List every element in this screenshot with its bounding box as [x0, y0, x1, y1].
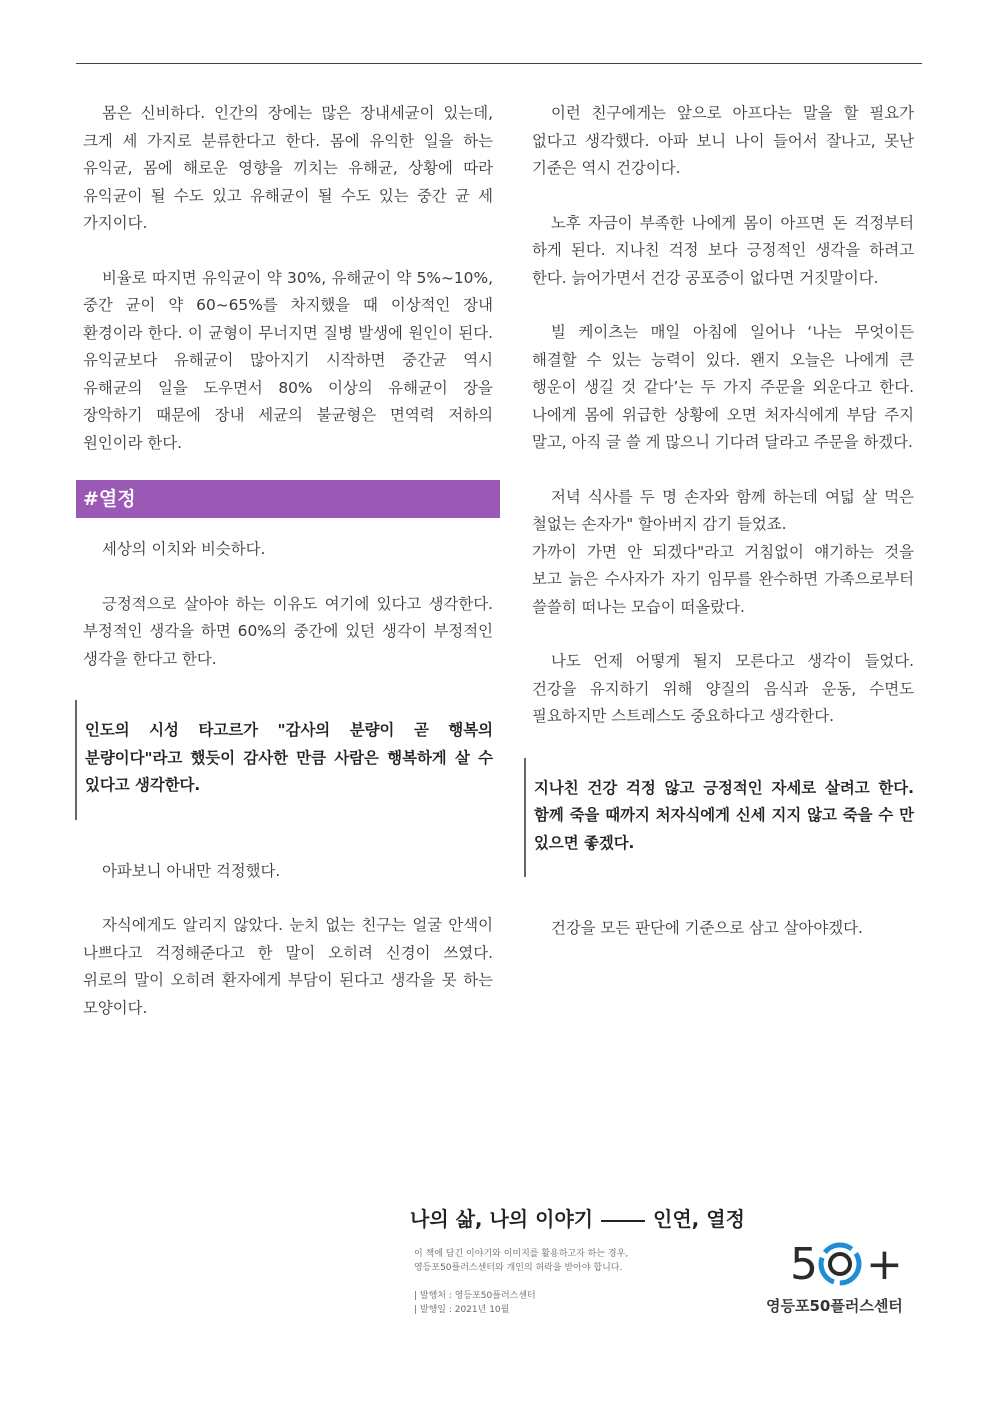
- usage-notice-line: 이 책에 담긴 이야기와 이미지를 활용하고자 하는 경우,: [414, 1249, 629, 1259]
- paragraph: 비율로 따지면 유익균이 약 30%, 유해균이 약 5%~10%, 중간 균이 약 60~65%를 차지했을 때 이상적인 장내 환경이라 한다. 이 균형이 무너지면 질병 발생에 원인이 된다. 유익균보다 유해균이 많아지기 시작하면 중간균 역시 유해균의 일을 도우면서 80% 이상의 유해균이 장을 장악하기 때문에 장내 세균의 불균형은 면역력 저하의 원인이라 한다.: [83, 268, 493, 452]
- right-column: [532, 100, 914, 970]
- book-title-sub: 인연, 열정: [653, 1207, 745, 1231]
- left-column: [83, 100, 493, 1049]
- paragraph: 나도 언제 어떻게 될지 모른다고 생각이 들었다. 건강을 유지하기 위해 양질의 음식과 운동, 수면도 필요하지만 스트레스도 중요하다고 생각한다.: [532, 652, 914, 725]
- pull-quote: [75, 700, 493, 820]
- logo-plus-icon: +: [866, 1239, 903, 1289]
- publisher: | 발행처 : 영등포50플러스센터: [414, 1291, 536, 1301]
- logo-inner-ring-icon: [830, 1254, 850, 1274]
- paragraph: 노후 자금이 부족한 나에게 몸이 아프면 돈 걱정부터 하게 된다. 지나친 걱정 보다 긍정적인 생각을 하려고 한다. 늙어가면서 건강 공포증이 없다면 거짓말이다.: [532, 213, 914, 287]
- logo-ring-icon: [821, 1245, 859, 1283]
- paragraph: 가까이 가면 안 되겠다"라고 거침없이 얘기하는 것을 보고 늙은 수사자가 자기 임무를 완수하면 가족으로부터 쓸쓸히 떠나는 모습이 떠올랐다.: [532, 542, 914, 616]
- publication-date: | 발행일 : 2021년 10월: [414, 1305, 510, 1315]
- paragraph: 건강을 모든 판단에 기준으로 삼고 살아야겠다.: [551, 919, 863, 937]
- paragraph: 자식에게도 알리지 않았다. 눈치 없는 친구는 얼굴 안색이 나쁘다고 걱정해준다고 한 말이 오히려 신경이 쓰였다. 위로의 말이 오히려 환자에게 부담이 된다고 생각을 못 하는 모양이다.: [83, 916, 493, 1017]
- paragraph: 이런 친구에게는 앞으로 아프다는 말을 할 필요가 없다고 생각했다. 아파 보니 나이 들어서 잘나고, 못난 기준은 역시 건강이다.: [532, 104, 914, 177]
- publication-info: [414, 1289, 536, 1317]
- pull-quote: [524, 758, 914, 878]
- top-rule: [76, 63, 922, 64]
- paragraph: 세상의 이치와 비슷하다.: [102, 540, 266, 558]
- usage-notice: [414, 1247, 628, 1275]
- paragraph: 몸은 신비하다. 인간의 장에는 많은 장내세균이 있는데, 크게 세 가지로 분류한다고 한다. 몸에 유익한 일을 하는 유익균, 몸에 해로운 영향을 끼치는 유해균, 상황에 따라 유익균이 될 수도 있고 유해균이 될 수도 있는 중간 균 세 가지이다.: [83, 104, 493, 232]
- section-heading: #열정: [76, 480, 500, 518]
- book-title-main: 나의 삶, 나의 이야기: [410, 1207, 594, 1231]
- paragraph: 빌 케이츠는 매일 아침에 일어나 ‘나는 무엇이든 해결할 수 있는 능력이 있다. 왠지 오늘은 나에게 큰 행운이 생길 것 같다’는 두 가지 주문을 외운다고 한다. 나에게 몸에 위급한 상황에 오면 처자식에게 부담 주지 말고, 아직 글 쓸 게 많으니 기다려 달라고 주문을 하겠다.: [532, 323, 914, 451]
- fifty-plus-logo-icon: [788, 1237, 908, 1289]
- paragraph: 아파보니 아내만 걱정했다.: [102, 861, 281, 880]
- colophon: [410, 1203, 910, 1323]
- title-dash: [601, 1220, 645, 1222]
- usage-notice-line: 영등포50플러스센터와 개인의 허락을 받아야 합니다.: [414, 1263, 623, 1273]
- center-logo: [766, 1237, 908, 1317]
- book-title: [410, 1203, 745, 1232]
- paragraph: 긍정적으로 살아야 하는 이유도 여기에 있다고 생각한다. 부정적인 생각을 하면 60%의 중간에 있던 생각이 부정적인 생각을 한다고 한다.: [83, 594, 493, 668]
- logo-digit-5: 5: [790, 1239, 818, 1289]
- pull-quote-text: 지나친 건강 걱정 않고 긍정적인 자세로 살려고 한다. 함께 죽을 때까지 처자식에게 신세 지지 않고 죽을 수 만 있으면 좋겠다.: [534, 778, 914, 852]
- logo-text: 영등포50플러스센터: [766, 1297, 903, 1315]
- paragraph: 저녁 식사를 두 명 손자와 함께 하는데 여덟 살 먹은 철없는 손자가" 할아버지 감기 들었죠.: [532, 487, 914, 533]
- pull-quote-text: 인도의 시성 타고르가 "감사의 분량이 곧 행복의 분량이다"라고 했듯이 감사한 만큼 사람은 행복하게 살 수 있다고 생각한다.: [85, 721, 493, 794]
